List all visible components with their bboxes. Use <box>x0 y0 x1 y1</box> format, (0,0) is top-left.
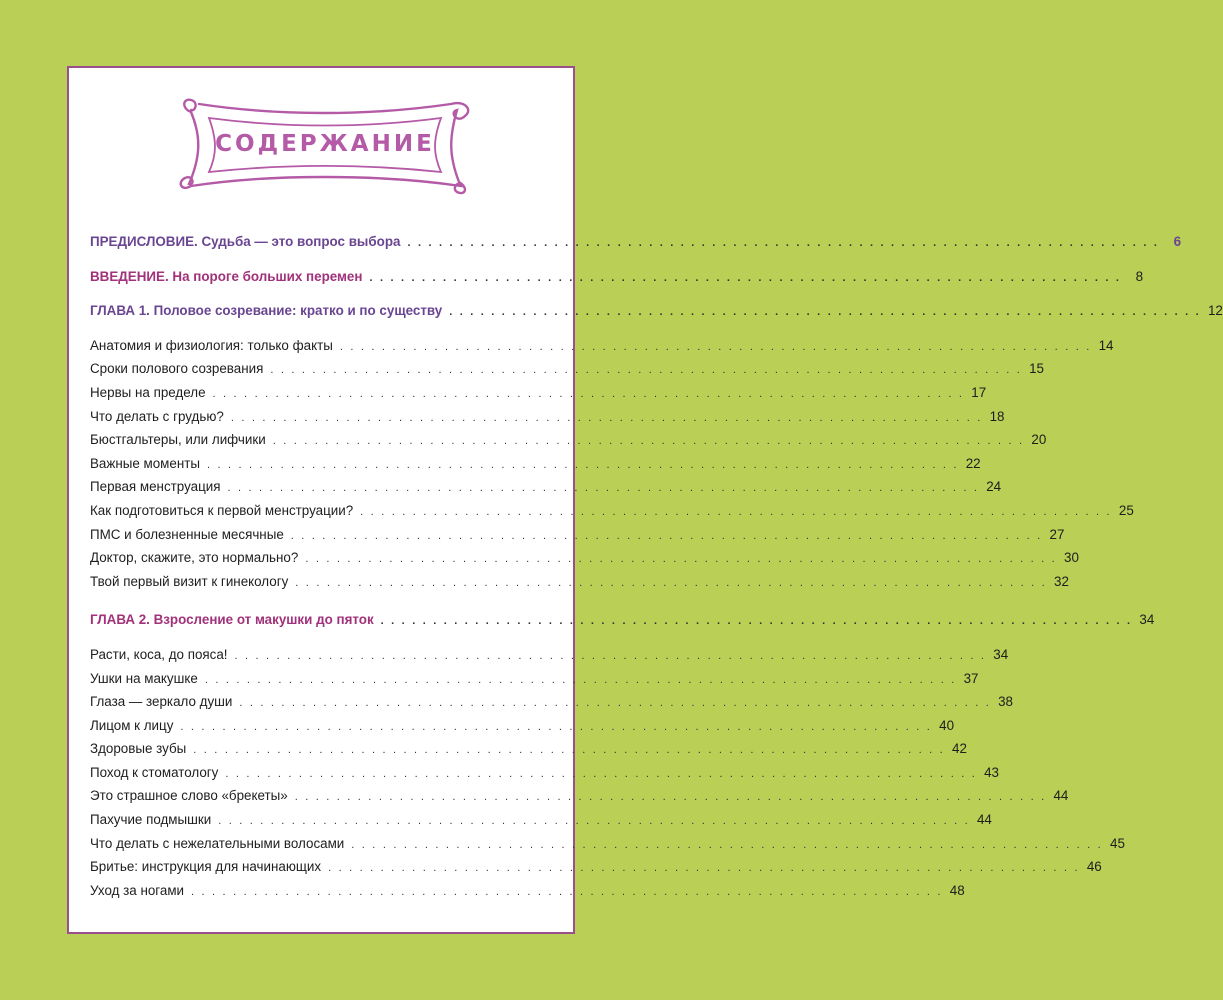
dot-leader: . . . . . . . . . . . . . . . . . . . . . . . . . . . . . . . . . . . . . . . . . . . . . . . . . . . . . . . . . . . . . . . . . . . . . . . . <box>230 411 983 424</box>
entry-page: 20 <box>1031 432 1047 448</box>
entry-title: Нервы на пределе <box>90 384 206 400</box>
dot-leader: . . . . . . . . . . . . . . . . . . . . . . . . . . . . . . . . . . . . . . . . . . . . . . . . . . . . . . . . . . . . . . . . . . . . . . . . <box>206 458 959 471</box>
toc-item[interactable] <box>90 502 1134 527</box>
toc-item[interactable] <box>90 882 965 907</box>
dot-leader: . . . . . . . . . . . . . . . . . . . . . . . . . . . . . . . . . . . . . . . . . . . . . . . . . . . . . . . . . . . . . . . . . . . . . . . . <box>328 862 1080 875</box>
entry-title: Уход за ногами <box>90 882 185 898</box>
toc-item[interactable] <box>90 646 1009 671</box>
entry-page: 44 <box>1053 788 1069 804</box>
toc-item[interactable] <box>90 455 981 480</box>
entry-title: Что делать с грудью? <box>90 408 224 424</box>
entry-page: 46 <box>1086 859 1102 875</box>
toc-item[interactable] <box>90 788 1069 812</box>
toc-item[interactable] <box>90 479 1002 503</box>
dot-leader: . . . . . . . . . . . . . . . . . . . . . . . . . . . . . . . . . . . . . . . . . . . . . . . . . . . . . . . . . . . . . . . . . . . . . . . . <box>270 364 1022 377</box>
dot-leader: . . . . . . . . . . . . . . . . . . . . . . . . . . . . . . . . . . . . . . . . . . . . . . . . . . . . . . . . . . . . . . . . . . . . . . . . <box>449 306 1201 319</box>
entry-page: 45 <box>1110 835 1125 851</box>
entry-page: 6 <box>1173 234 1182 249</box>
dot-leader: . . . . . . . . . . . . . . . . . . . . . . . . . . . . . . . . . . . . . . . . . . . . . . . . . . . . . . . . . . . . . . . . . . . . . . . . <box>204 673 957 686</box>
toc-item[interactable] <box>90 432 1047 456</box>
entry-page: 38 <box>998 694 1014 710</box>
toc-item[interactable] <box>90 694 1014 718</box>
entry-page: 22 <box>965 455 981 471</box>
entry-title: Анатомия и физиология: только факты <box>90 337 333 353</box>
entry-title: Лицом к лицу <box>90 717 174 733</box>
entry-page: 24 <box>986 479 1002 495</box>
toc-item[interactable] <box>90 573 1069 598</box>
toc-item[interactable] <box>90 764 999 789</box>
entry-title: ПМС и болезненные месячные <box>90 526 284 542</box>
toc-item[interactable] <box>90 361 1044 385</box>
dot-leader: . . . . . . . . . . . . . . . . . . . . . . . . . . . . . . . . . . . . . . . . . . . . . . . . . . . . . . . . . . . . . . . . . . . . . . . . <box>212 387 965 400</box>
entry-page: 12 <box>1207 303 1223 319</box>
dot-leader: . . . . . . . . . . . . . . . . . . . . . . . . . . . . . . . . . . . . . . . . . . . . . . . . . . . . . . . . . . . . . . . . . . . . . . . . <box>180 720 933 733</box>
toc-item[interactable] <box>90 812 992 836</box>
dot-leader: . . . . . . . . . . . . . . . . . . . . . . . . . . . . . . . . . . . . . . . . . . . . . . . . . . . . . . . . . . . . . . . . . . . . . . . . <box>360 505 1112 518</box>
table-of-contents <box>90 234 1223 906</box>
dot-leader: . . . . . . . . . . . . . . . . . . . . . . . . . . . . . . . . . . . . . . . . . . . . . . . . . . . . . . . . . . . . . . . . . . . . . . . . <box>227 482 980 495</box>
entry-page: 17 <box>971 384 987 400</box>
dot-leader: . . . . . . . . . . . . . . . . . . . . . . . . . . . . . . . . . . . . . . . . . . . . . . . . . . . . . . . . . . . . . . . . . . . . . . . . <box>234 649 987 662</box>
entry-page: 15 <box>1029 361 1044 377</box>
entry-title: Ушки на макушке <box>90 670 198 686</box>
entry-page: 30 <box>1064 550 1079 566</box>
toc-item[interactable] <box>90 337 1114 362</box>
dot-leader: . . . . . . . . . . . . . . . . . . . . . . . . . . . . . . . . . . . . . . . . . . . . . . . . . . . . . . . . . . . . . . . . . . . . . . . . <box>380 615 1133 628</box>
contents-page <box>67 66 1223 934</box>
toc-entry-preface[interactable] <box>90 234 1182 258</box>
dot-leader: . . . . . . . . . . . . . . . . . . . . . . . . . . . . . . . . . . . . . . . . . . . . . . . . . . . . . . . . . . . . . . . . . . . . . . . . <box>407 237 1160 249</box>
toc-item[interactable] <box>90 670 979 695</box>
entry-title: ПРЕДИСЛОВИЕ. Судьба — это вопрос выбора <box>90 234 401 249</box>
toc-entry-intro[interactable] <box>90 268 1144 293</box>
entry-page: 25 <box>1118 502 1134 518</box>
toc-item[interactable] <box>90 408 1005 433</box>
toc-item[interactable] <box>90 384 987 409</box>
entry-title: Бюстгальтеры, или лифчики <box>90 432 266 448</box>
toc-item[interactable] <box>90 526 1065 551</box>
entry-page: 42 <box>952 741 967 757</box>
toc-item[interactable] <box>90 835 1125 860</box>
entry-page: 32 <box>1054 573 1069 589</box>
toc-item[interactable] <box>90 859 1102 883</box>
entry-title: Что делать с нежелательными волосами <box>90 835 345 851</box>
entry-page: 43 <box>984 764 999 780</box>
dot-leader: . . . . . . . . . . . . . . . . . . . . . . . . . . . . . . . . . . . . . . . . . . . . . . . . . . . . . . . . . . . . . . . . . . . . . . . . <box>305 553 1057 566</box>
entry-title: Первая менструация <box>90 479 221 495</box>
dot-leader: . . . . . . . . . . . . . . . . . . . . . . . . . . . . . . . . . . . . . . . . . . . . . . . . . . . . . . . . . . . . . . . . . . . . . . . . <box>294 791 1047 804</box>
entry-title: Важные моменты <box>90 455 200 471</box>
dot-leader: . . . . . . . . . . . . . . . . . . . . . . . . . . . . . . . . . . . . . . . . . . . . . . . . . . . . . . . . . . . . . . . . . . . . . . . . <box>239 697 992 710</box>
dot-leader: . . . . . . . . . . . . . . . . . . . . . . . . . . . . . . . . . . . . . . . . . . . . . . . . . . . . . . . . . . . . . . . . . . . . . . . . <box>290 529 1043 542</box>
entry-page: 8 <box>1135 268 1144 284</box>
entry-page: 34 <box>993 646 1009 662</box>
entry-title: Бритье: инструкция для начинающих <box>90 859 322 875</box>
entry-title: Пахучие подмышки <box>90 812 212 828</box>
entry-page: 40 <box>939 717 955 733</box>
dot-leader: . . . . . . . . . . . . . . . . . . . . . . . . . . . . . . . . . . . . . . . . . . . . . . . . . . . . . . . . . . . . . . . . . . . . . . . . <box>339 340 1092 353</box>
dot-leader: . . . . . . . . . . . . . . . . . . . . . . . . . . . . . . . . . . . . . . . . . . . . . . . . . . . . . . . . . . . . . . . . . . . . . . . . <box>218 815 970 828</box>
entry-page: 48 <box>949 882 965 898</box>
entry-title: Здоровые зубы <box>90 741 187 757</box>
dot-leader: . . . . . . . . . . . . . . . . . . . . . . . . . . . . . . . . . . . . . . . . . . . . . . . . . . . . . . . . . . . . . . . . . . . . . . . . <box>369 271 1122 284</box>
entry-page: 14 <box>1098 337 1114 353</box>
entry-title: Глаза — зеркало души <box>90 694 233 710</box>
entry-title: Поход к стоматологу <box>90 764 219 780</box>
page-title: СОДЕРЖАНИЕ <box>215 131 435 157</box>
entry-title: Это страшное слово «брекеты» <box>90 788 288 804</box>
entry-page: 27 <box>1049 526 1065 542</box>
heading-banner <box>169 90 481 202</box>
entry-title: Твой первый визит к гинекологу <box>90 573 289 589</box>
dot-leader: . . . . . . . . . . . . . . . . . . . . . . . . . . . . . . . . . . . . . . . . . . . . . . . . . . . . . . . . . . . . . . . . . . . . . . . . <box>295 576 1047 589</box>
entry-page: 18 <box>989 408 1005 424</box>
toc-item[interactable] <box>90 717 955 742</box>
entry-title: Как подготовиться к первой менструации? <box>90 502 354 518</box>
toc-entry-chapter1[interactable] <box>90 303 1223 327</box>
entry-title: Расти, коса, до пояса! <box>90 646 228 662</box>
dot-leader: . . . . . . . . . . . . . . . . . . . . . . . . . . . . . . . . . . . . . . . . . . . . . . . . . . . . . . . . . . . . . . . . . . . . . . . . <box>191 885 943 898</box>
entry-page: 34 <box>1139 612 1155 628</box>
dot-leader: . . . . . . . . . . . . . . . . . . . . . . . . . . . . . . . . . . . . . . . . . . . . . . . . . . . . . . . . . . . . . . . . . . . . . . . . <box>272 435 1025 448</box>
entry-title: ГЛАВА 2. Взросление от макушки до пяток <box>90 612 374 628</box>
entry-title: ВВЕДЕНИЕ. На пороге больших перемен <box>90 268 363 284</box>
dot-leader: . . . . . . . . . . . . . . . . . . . . . . . . . . . . . . . . . . . . . . . . . . . . . . . . . . . . . . . . . . . . . . . . . . . . . . . . <box>193 744 945 757</box>
toc-entry-chapter2[interactable] <box>90 612 1155 636</box>
entry-title: ГЛАВА 1. Половое созревание: кратко и по существу <box>90 303 443 319</box>
toc-item[interactable] <box>90 550 1079 574</box>
dot-leader: . . . . . . . . . . . . . . . . . . . . . . . . . . . . . . . . . . . . . . . . . . . . . . . . . . . . . . . . . . . . . . . . . . . . . . . . <box>225 767 977 780</box>
dot-leader: . . . . . . . . . . . . . . . . . . . . . . . . . . . . . . . . . . . . . . . . . . . . . . . . . . . . . . . . . . . . . . . . . . . . . . . . <box>351 838 1103 851</box>
toc-item[interactable] <box>90 741 967 765</box>
entry-page: 44 <box>976 812 992 828</box>
entry-title: Сроки полового созревания <box>90 361 264 377</box>
entry-page: 37 <box>963 670 979 686</box>
entry-title: Доктор, скажите, это нормально? <box>90 550 299 566</box>
